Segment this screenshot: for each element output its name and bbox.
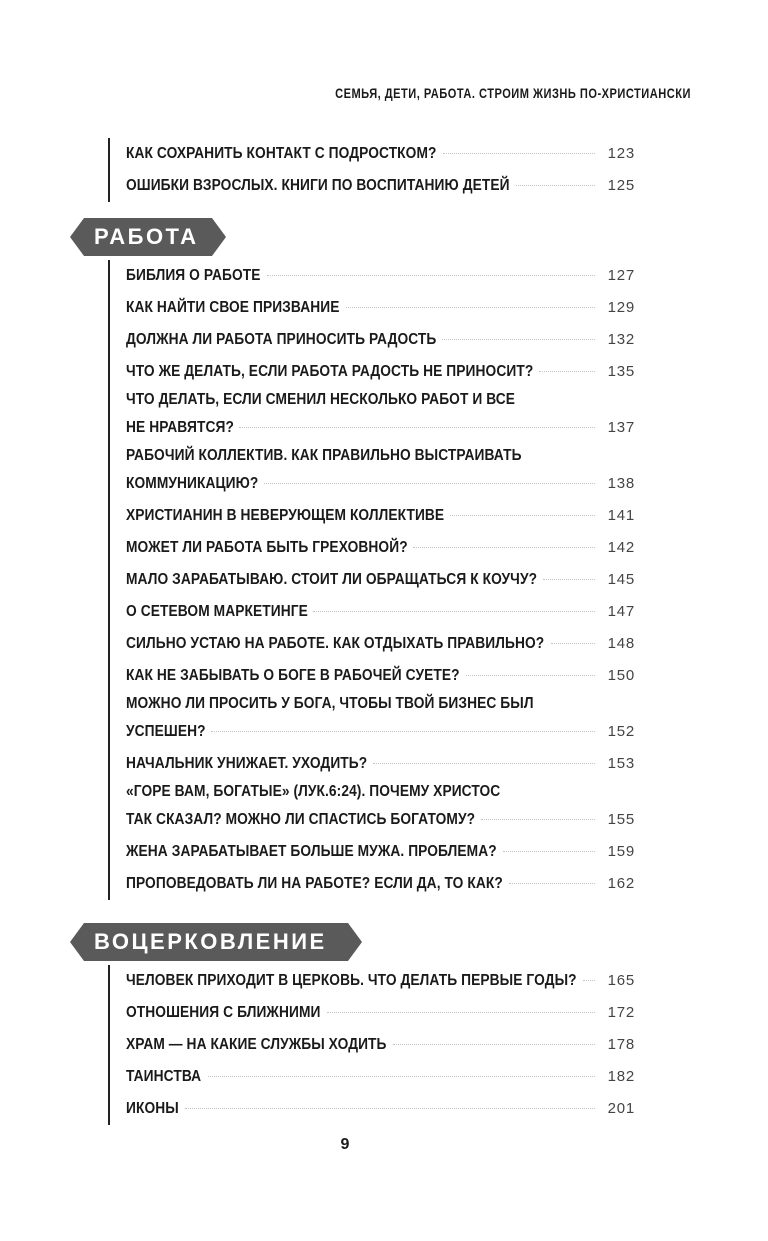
toc-entry-title: ДОЛЖНА ЛИ РАБОТА ПРИНОСИТЬ РАДОСТЬ — [126, 331, 437, 348]
toc-entry-title: ЧЕЛОВЕК ПРИХОДИТ В ЦЕРКОВЬ. ЧТО ДЕЛАТЬ ПЕРВЫЕ ГОДЫ? — [126, 972, 577, 989]
toc-entry[interactable] — [110, 388, 635, 444]
toc-entry-page: 147 — [607, 603, 635, 620]
toc-entry-page: 145 — [607, 571, 635, 588]
section-banner-work — [70, 218, 226, 256]
dot-leader — [327, 1012, 595, 1013]
toc-entry-title: ИКОНЫ — [126, 1100, 179, 1117]
section-banner-church — [70, 923, 362, 961]
toc-entry-title-line1: «ГОРЕ ВАМ, БОГАТЫЕ» (ЛУК.6:24). ПОЧЕМУ ХРИСТОС — [126, 783, 501, 800]
toc-entry-title: БИБЛИЯ О РАБОТЕ — [126, 267, 261, 284]
dot-leader — [267, 275, 595, 276]
toc-entry-title: КАК НАЙТИ СВОЕ ПРИЗВАНИЕ — [126, 299, 340, 316]
page-number: 9 — [340, 1136, 350, 1153]
toc-entry[interactable] — [110, 1061, 635, 1093]
toc-entry-title: ЖЕНА ЗАРАБАТЫВАЕТ БОЛЬШЕ МУЖА. ПРОБЛЕМА? — [126, 843, 497, 860]
toc-entry-title: КАК НЕ ЗАБЫВАТЬ О БОГЕ В РАБОЧЕЙ СУЕТЕ? — [126, 667, 460, 684]
toc-entry-title: МАЛО ЗАРАБАТЫВАЮ. СТОИТ ЛИ ОБРАЩАТЬСЯ К КОУЧУ? — [126, 571, 538, 588]
toc-entry-page: 127 — [607, 267, 635, 284]
dot-leader — [583, 980, 595, 981]
section-heading: РАБОТА — [94, 224, 199, 249]
toc-entry-page: 137 — [607, 419, 635, 436]
dot-leader — [481, 819, 595, 820]
toc-entry-title: ХРАМ — НА КАКИЕ СЛУЖБЫ ХОДИТЬ — [126, 1036, 387, 1053]
toc-entry-title: ЧТО ЖЕ ДЕЛАТЬ, ЕСЛИ РАБОТА РАДОСТЬ НЕ ПРИНОСИТ? — [126, 363, 534, 380]
toc-entry[interactable] — [110, 660, 635, 692]
toc-entry-page: 138 — [607, 475, 635, 492]
toc-entry-title-line2: УСПЕШЕН? — [126, 723, 206, 740]
toc-entry-page: 123 — [607, 145, 635, 162]
toc-entry[interactable] — [110, 596, 635, 628]
toc-entry-page: 172 — [607, 1004, 635, 1021]
dot-leader — [503, 851, 595, 852]
toc-entry-title: ТАИНСТВА — [126, 1068, 202, 1085]
dot-leader — [346, 307, 595, 308]
running-head: СЕМЬЯ, ДЕТИ, РАБОТА. СТРОИМ ЖИЗНЬ ПО-ХРИСТИАНСКИ — [335, 86, 691, 101]
toc-entry-title-line2: КОММУНИКАЦИЮ? — [126, 475, 259, 492]
toc-entry-title: ПРОПОВЕДОВАТЬ ЛИ НА РАБОТЕ? ЕСЛИ ДА, ТО КАК? — [126, 875, 503, 892]
toc-entry-page: 142 — [607, 539, 635, 556]
section-heading: ВОЦЕРКОВЛЕНИЕ — [94, 929, 327, 954]
toc-entry-title-line2: ТАК СКАЗАЛ? МОЖНО ЛИ СПАСТИСЬ БОГАТОМУ? — [126, 811, 476, 828]
toc-entry[interactable] — [110, 1029, 635, 1061]
toc-entry-page: 125 — [607, 177, 635, 194]
toc-entry-page: 141 — [607, 507, 635, 524]
toc-entry-page: 182 — [607, 1068, 635, 1085]
toc-entry[interactable] — [110, 564, 635, 596]
dot-leader — [373, 763, 595, 764]
toc-group-church — [108, 965, 635, 1125]
toc-entry[interactable] — [110, 965, 635, 997]
dot-leader — [450, 515, 595, 516]
toc-entry[interactable] — [110, 138, 635, 170]
toc-entry-page: 148 — [607, 635, 635, 652]
toc-entry-title: СИЛЬНО УСТАЮ НА РАБОТЕ. КАК ОТДЫХАТЬ ПРАВИЛЬНО? — [126, 635, 545, 652]
dot-leader — [313, 611, 595, 612]
dot-leader — [443, 153, 595, 154]
toc-entry[interactable] — [110, 324, 635, 356]
toc-entry[interactable] — [110, 748, 635, 780]
toc-entry-title-line1: МОЖНО ЛИ ПРОСИТЬ У БОГА, ЧТОБЫ ТВОЙ БИЗНЕС БЫЛ — [126, 695, 534, 712]
dot-leader — [509, 883, 595, 884]
toc-entry-title-line1: ЧТО ДЕЛАТЬ, ЕСЛИ СМЕНИЛ НЕСКОЛЬКО РАБОТ И ВСЕ — [126, 391, 516, 408]
dot-leader — [239, 427, 595, 428]
toc-entry-page: 153 — [607, 755, 635, 772]
toc-entry-title: ХРИСТИАНИН В НЕВЕРУЮЩЕМ КОЛЛЕКТИВЕ — [126, 507, 445, 524]
toc-entry[interactable] — [110, 628, 635, 660]
toc-entry-page: 152 — [607, 723, 635, 740]
dot-leader — [551, 643, 595, 644]
toc-entry-title: КАК СОХРАНИТЬ КОНТАКТ С ПОДРОСТКОМ? — [126, 145, 437, 162]
toc-entry-page: 129 — [607, 299, 635, 316]
toc-entry-title-line1: РАБОЧИЙ КОЛЛЕКТИВ. КАК ПРАВИЛЬНО ВЫСТРАИВАТЬ — [126, 447, 522, 464]
toc-entry-page: 201 — [607, 1100, 635, 1117]
toc-entry-page: 150 — [607, 667, 635, 684]
toc-entry-title: ОШИБКИ ВЗРОСЛЫХ. КНИГИ ПО ВОСПИТАНИЮ ДЕТЕЙ — [126, 177, 510, 194]
dot-leader — [539, 371, 595, 372]
toc-entry-title: О СЕТЕВОМ МАРКЕТИНГЕ — [126, 603, 308, 620]
toc-entry[interactable] — [110, 170, 635, 202]
toc-group-work — [108, 260, 635, 900]
toc-entry[interactable] — [110, 444, 635, 500]
toc-entry-page: 165 — [607, 972, 635, 989]
toc-entry-page: 162 — [607, 875, 635, 892]
dot-leader — [393, 1044, 596, 1045]
toc-entry-title: МОЖЕТ ЛИ РАБОТА БЫТЬ ГРЕХОВНОЙ? — [126, 539, 408, 556]
toc-entry-page: 178 — [607, 1036, 635, 1053]
dot-leader — [264, 483, 595, 484]
toc-entry[interactable] — [110, 1093, 635, 1125]
dot-leader — [442, 339, 595, 340]
toc-entry[interactable] — [110, 836, 635, 868]
toc-entry-page: 159 — [607, 843, 635, 860]
dot-leader — [208, 1076, 595, 1077]
toc-entry-title: ОТНОШЕНИЯ С БЛИЖНИМИ — [126, 1004, 321, 1021]
toc-entry[interactable] — [110, 356, 635, 388]
toc-entry[interactable] — [110, 500, 635, 532]
toc-entry[interactable] — [110, 532, 635, 564]
toc-entry[interactable] — [110, 780, 635, 836]
toc-entry[interactable] — [110, 260, 635, 292]
toc-entry-page: 132 — [607, 331, 635, 348]
toc-entry[interactable] — [110, 692, 635, 748]
toc-entry-page: 135 — [607, 363, 635, 380]
toc-entry-title: НАЧАЛЬНИК УНИЖАЕТ. УХОДИТЬ? — [126, 755, 368, 772]
dot-leader — [543, 579, 595, 580]
dot-leader — [211, 731, 595, 732]
dot-leader — [516, 185, 595, 186]
dot-leader — [413, 547, 595, 548]
toc-entry-title-line2: НЕ НРАВЯТСЯ? — [126, 419, 234, 436]
toc-entry[interactable] — [110, 997, 635, 1029]
dot-leader — [466, 675, 595, 676]
toc-entry[interactable] — [110, 868, 635, 900]
toc-group-top — [108, 138, 635, 202]
dot-leader — [185, 1108, 595, 1109]
toc-entry[interactable] — [110, 292, 635, 324]
toc-entry-page: 155 — [607, 811, 635, 828]
